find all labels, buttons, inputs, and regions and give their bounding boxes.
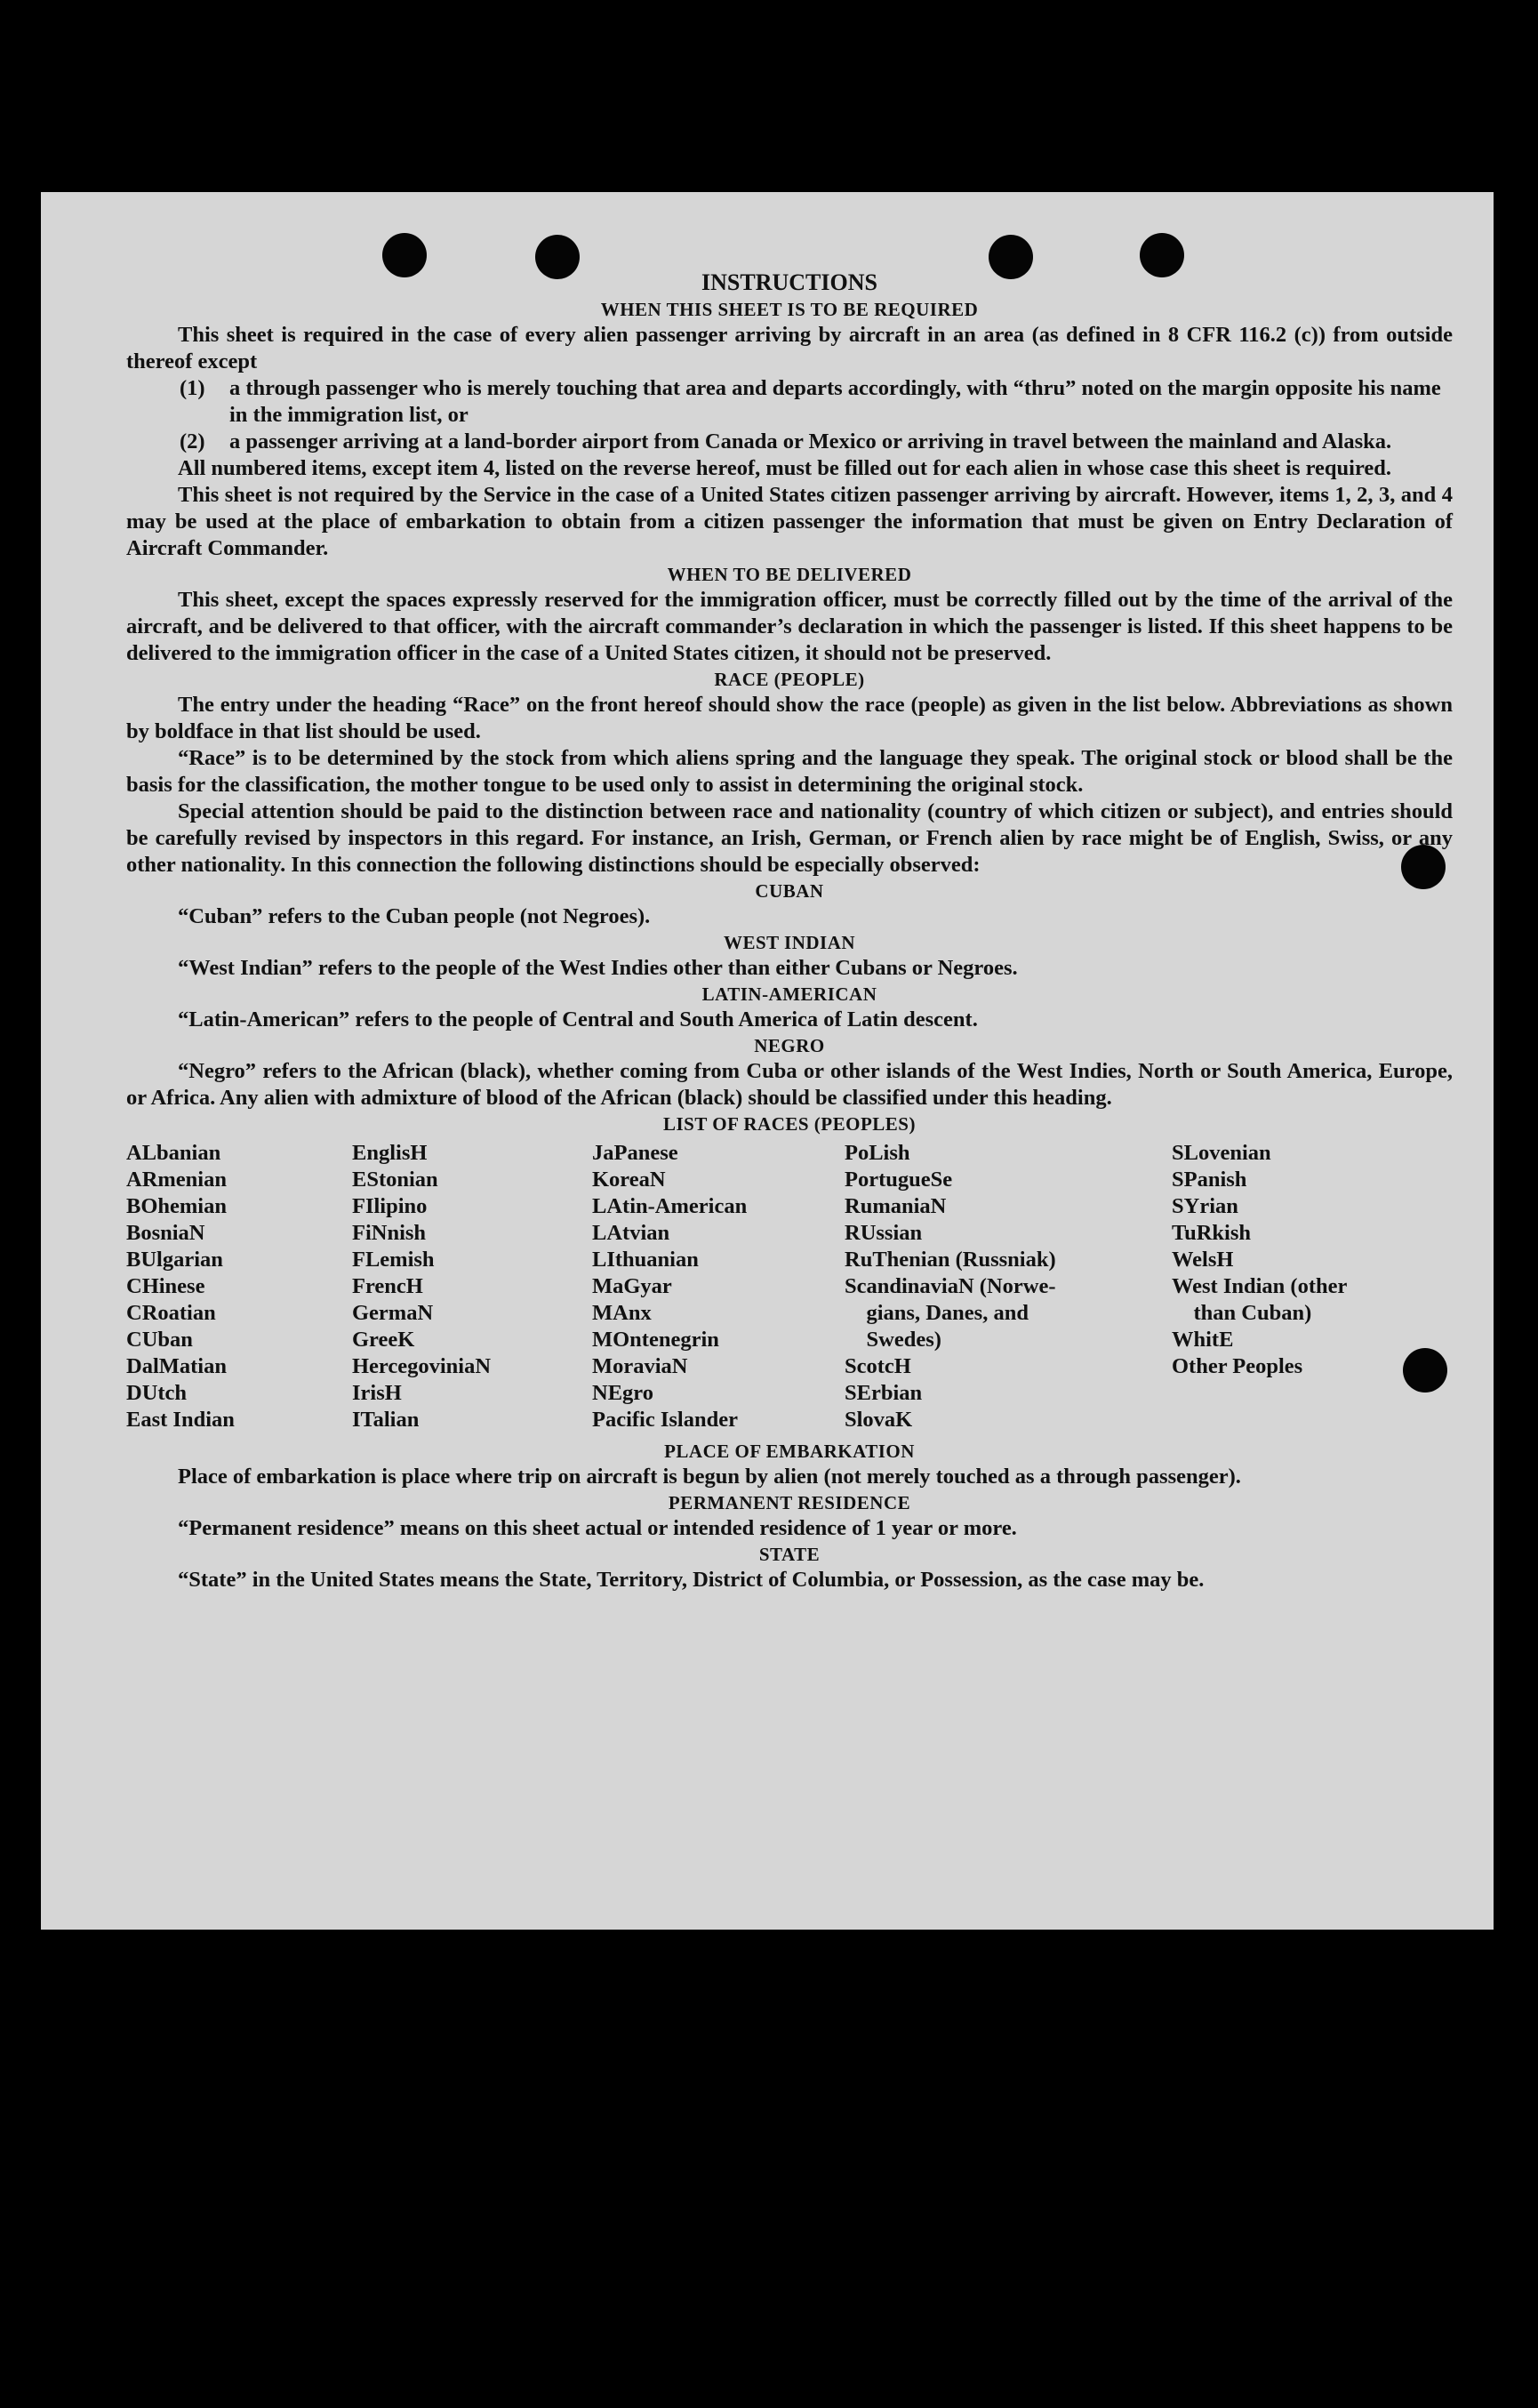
paragraph-race-3: Special attention should be paid to the distinction between race and nationality (country of which citizen or subject), and entries should be carefully revised by inspectors in this regard. For instance, an Irish, German, or French alien by race might be of English, Swiss, or any other nationality. In this connection the following distinctions should be especially observed:	[126, 799, 1453, 877]
race-entry: NEgro	[592, 1381, 653, 1405]
paragraph-negro: “Negro” refers to the African (black), whether coming from Cuba or other islands of the West Indies, North or South America, Europe, or Africa. Any alien with admixture of blood of the African (black) should be classified under this heading.	[126, 1059, 1453, 1110]
race-entry: CRoatian	[126, 1301, 216, 1325]
race-entry: Swedes)	[845, 1328, 941, 1352]
section-heading-race: RACE (PEOPLE)	[714, 669, 865, 690]
race-entry: ScotcH	[845, 1354, 911, 1378]
race-entry: gians, Danes, and	[845, 1301, 1029, 1325]
section-heading-state: STATE	[758, 1544, 821, 1565]
races-column	[126, 1140, 352, 1433]
race-entry: Pacific Islander	[592, 1408, 738, 1432]
race-entry: SErbian	[845, 1381, 923, 1405]
section-heading-latin-american: LATIN-AMERICAN	[701, 983, 877, 1005]
race-entry: FiNnish	[352, 1221, 427, 1245]
item-number: (2)	[180, 429, 205, 454]
race-entry: SLovenian	[1172, 1141, 1271, 1165]
races-column	[352, 1140, 592, 1433]
races-column	[845, 1140, 1172, 1433]
race-entry: PortugueSe	[845, 1168, 953, 1192]
paragraph-west-indian: “West Indian” refers to the people of the West Indies other than either Cubans or Negroes.	[178, 956, 1018, 980]
paragraph-state: “State” in the United States means the State, Territory, District of Columbia, or Possession, as the case may be.	[178, 1568, 1205, 1592]
race-entry: JaPanese	[592, 1141, 678, 1165]
race-entry: SlovaK	[845, 1408, 913, 1432]
races-column	[592, 1140, 845, 1433]
race-entry: PoLish	[845, 1141, 910, 1165]
paragraph-citizen: This sheet is not required by the Service in the case of a United States citizen passenger arriving by aircraft. However, items 1, 2, 3, and 4 may be used at the place of embarkation to obtain from a citizen passenger the information that must be given on Entry Declaration of Aircraft Commander.	[126, 483, 1453, 560]
paragraph-cuban: “Cuban” refers to the Cuban people (not Negroes).	[178, 904, 651, 928]
race-entry: KoreaN	[592, 1168, 666, 1192]
race-entry: ITalian	[352, 1408, 420, 1432]
section-heading-races-list: LIST OF RACES (PEOPLES)	[663, 1113, 916, 1135]
race-entry: LIthuanian	[592, 1248, 699, 1272]
race-entry: SPanish	[1172, 1168, 1247, 1192]
paragraph-race-2: “Race” is to be determined by the stock from which aliens spring and the language they speak. The original stock or blood shall be the basis for the classification, the mother tongue to be used only to assist in determining the original stock.	[126, 746, 1453, 797]
races-table	[126, 1140, 1453, 1433]
race-entry: MAnx	[592, 1301, 652, 1325]
item-text: a passenger arriving at a land-border airport from Canada or Mexico or arriving in travel between the mainland and Alaska.	[229, 429, 1392, 454]
races-column	[1172, 1140, 1438, 1433]
section-heading-negro: NEGRO	[754, 1035, 825, 1056]
race-entry: FIlipino	[352, 1194, 428, 1218]
race-entry: ALbanian	[126, 1141, 221, 1165]
paragraph-embarkation: Place of embarkation is place where trip on aircraft is begun by alien (not merely touched as a through passenger).	[178, 1465, 1241, 1489]
item-number: (1)	[180, 376, 205, 400]
paragraph-latin-american: “Latin-American” refers to the people of Central and South America of Latin descent.	[178, 1007, 978, 1031]
race-entry: CHinese	[126, 1274, 205, 1298]
race-entry: IrisH	[352, 1381, 402, 1405]
race-entry: FLemish	[352, 1248, 435, 1272]
race-entry: DalMatian	[126, 1354, 227, 1378]
paragraph-race-1: The entry under the heading “Race” on the front hereof should show the race (people) as given in the list below. Abbreviations as shown by boldface in that list should be used.	[126, 693, 1453, 743]
page-title: INSTRUCTIONS	[701, 269, 877, 295]
paragraph-residence: “Permanent residence” means on this sheet actual or intended residence of 1 year or more.	[178, 1516, 1017, 1540]
race-entry: BosniaN	[126, 1221, 205, 1245]
paragraph-intro: This sheet is required in the case of every alien passenger arriving by aircraft in an area (as defined in 8 CFR 116.2 (c)) from outside thereof except	[126, 323, 1453, 373]
section-heading-embarkation: PLACE OF EMBARKATION	[664, 1441, 915, 1462]
race-entry: LAtin-American	[592, 1194, 748, 1218]
race-entry: EnglisH	[352, 1141, 428, 1165]
race-entry: Other Peoples	[1172, 1354, 1303, 1378]
race-entry: WhitE	[1172, 1328, 1234, 1352]
race-entry: MOntenegrin	[592, 1328, 719, 1352]
section-heading-west-indian: WEST INDIAN	[723, 932, 856, 953]
paragraph-delivered: This sheet, except the spaces expressly reserved for the immigration officer, must be correctly filled out by the time of the arrival of the aircraft, and be delivered to that officer, with the aircraft commander’s declaration in which the passenger is listed. If this sheet happens to be delivered to the immigration officer in the case of a United States citizen, it should not be preserved.	[126, 588, 1453, 665]
race-entry: RuThenian (Russniak)	[845, 1248, 1056, 1272]
instructions-content	[126, 269, 1453, 1593]
section-heading-residence: PERMANENT RESIDENCE	[668, 1492, 911, 1513]
race-entry: West Indian (other	[1172, 1274, 1348, 1298]
section-heading-when-delivered: WHEN TO BE DELIVERED	[667, 564, 912, 585]
race-entry: DUtch	[126, 1381, 188, 1405]
race-entry: MoraviaN	[592, 1354, 688, 1378]
list-item	[126, 429, 1453, 455]
race-entry: ScandinaviaN (Norwe-	[845, 1274, 1056, 1298]
race-entry: CUban	[126, 1328, 193, 1352]
paragraph-numbered-items: All numbered items, except item 4, listed on the reverse hereof, must be filled out for each alien in whose case this sheet is required.	[178, 456, 1392, 480]
section-heading-when-required: WHEN THIS SHEET IS TO BE REQUIRED	[600, 299, 979, 320]
race-entry: than Cuban)	[1172, 1301, 1312, 1325]
race-entry: GreeK	[352, 1328, 415, 1352]
race-entry: East Indian	[126, 1408, 235, 1432]
race-entry: ARmenian	[126, 1168, 227, 1192]
race-entry: GermaN	[352, 1301, 434, 1325]
race-entry: MaGyar	[592, 1274, 672, 1298]
race-entry: BOhemian	[126, 1194, 227, 1218]
race-entry: EStonian	[352, 1168, 438, 1192]
list-item	[126, 375, 1453, 429]
section-heading-cuban: CUBAN	[755, 880, 824, 902]
item-text: a through passenger who is merely touching that area and departs accordingly, with “thru” noted on the margin opposite his name in the immigration list, or	[229, 376, 1441, 427]
race-entry: HercegoviniaN	[352, 1354, 492, 1378]
document-sheet	[41, 192, 1494, 1930]
race-entry: BUlgarian	[126, 1248, 223, 1272]
race-entry: TuRkish	[1172, 1221, 1252, 1245]
race-entry: RumaniaN	[845, 1194, 947, 1218]
race-entry: FrencH	[352, 1274, 423, 1298]
race-entry: RUssian	[845, 1221, 923, 1245]
race-entry: LAtvian	[592, 1221, 670, 1245]
race-entry: WelsH	[1172, 1248, 1234, 1272]
race-entry: SYrian	[1172, 1194, 1238, 1218]
